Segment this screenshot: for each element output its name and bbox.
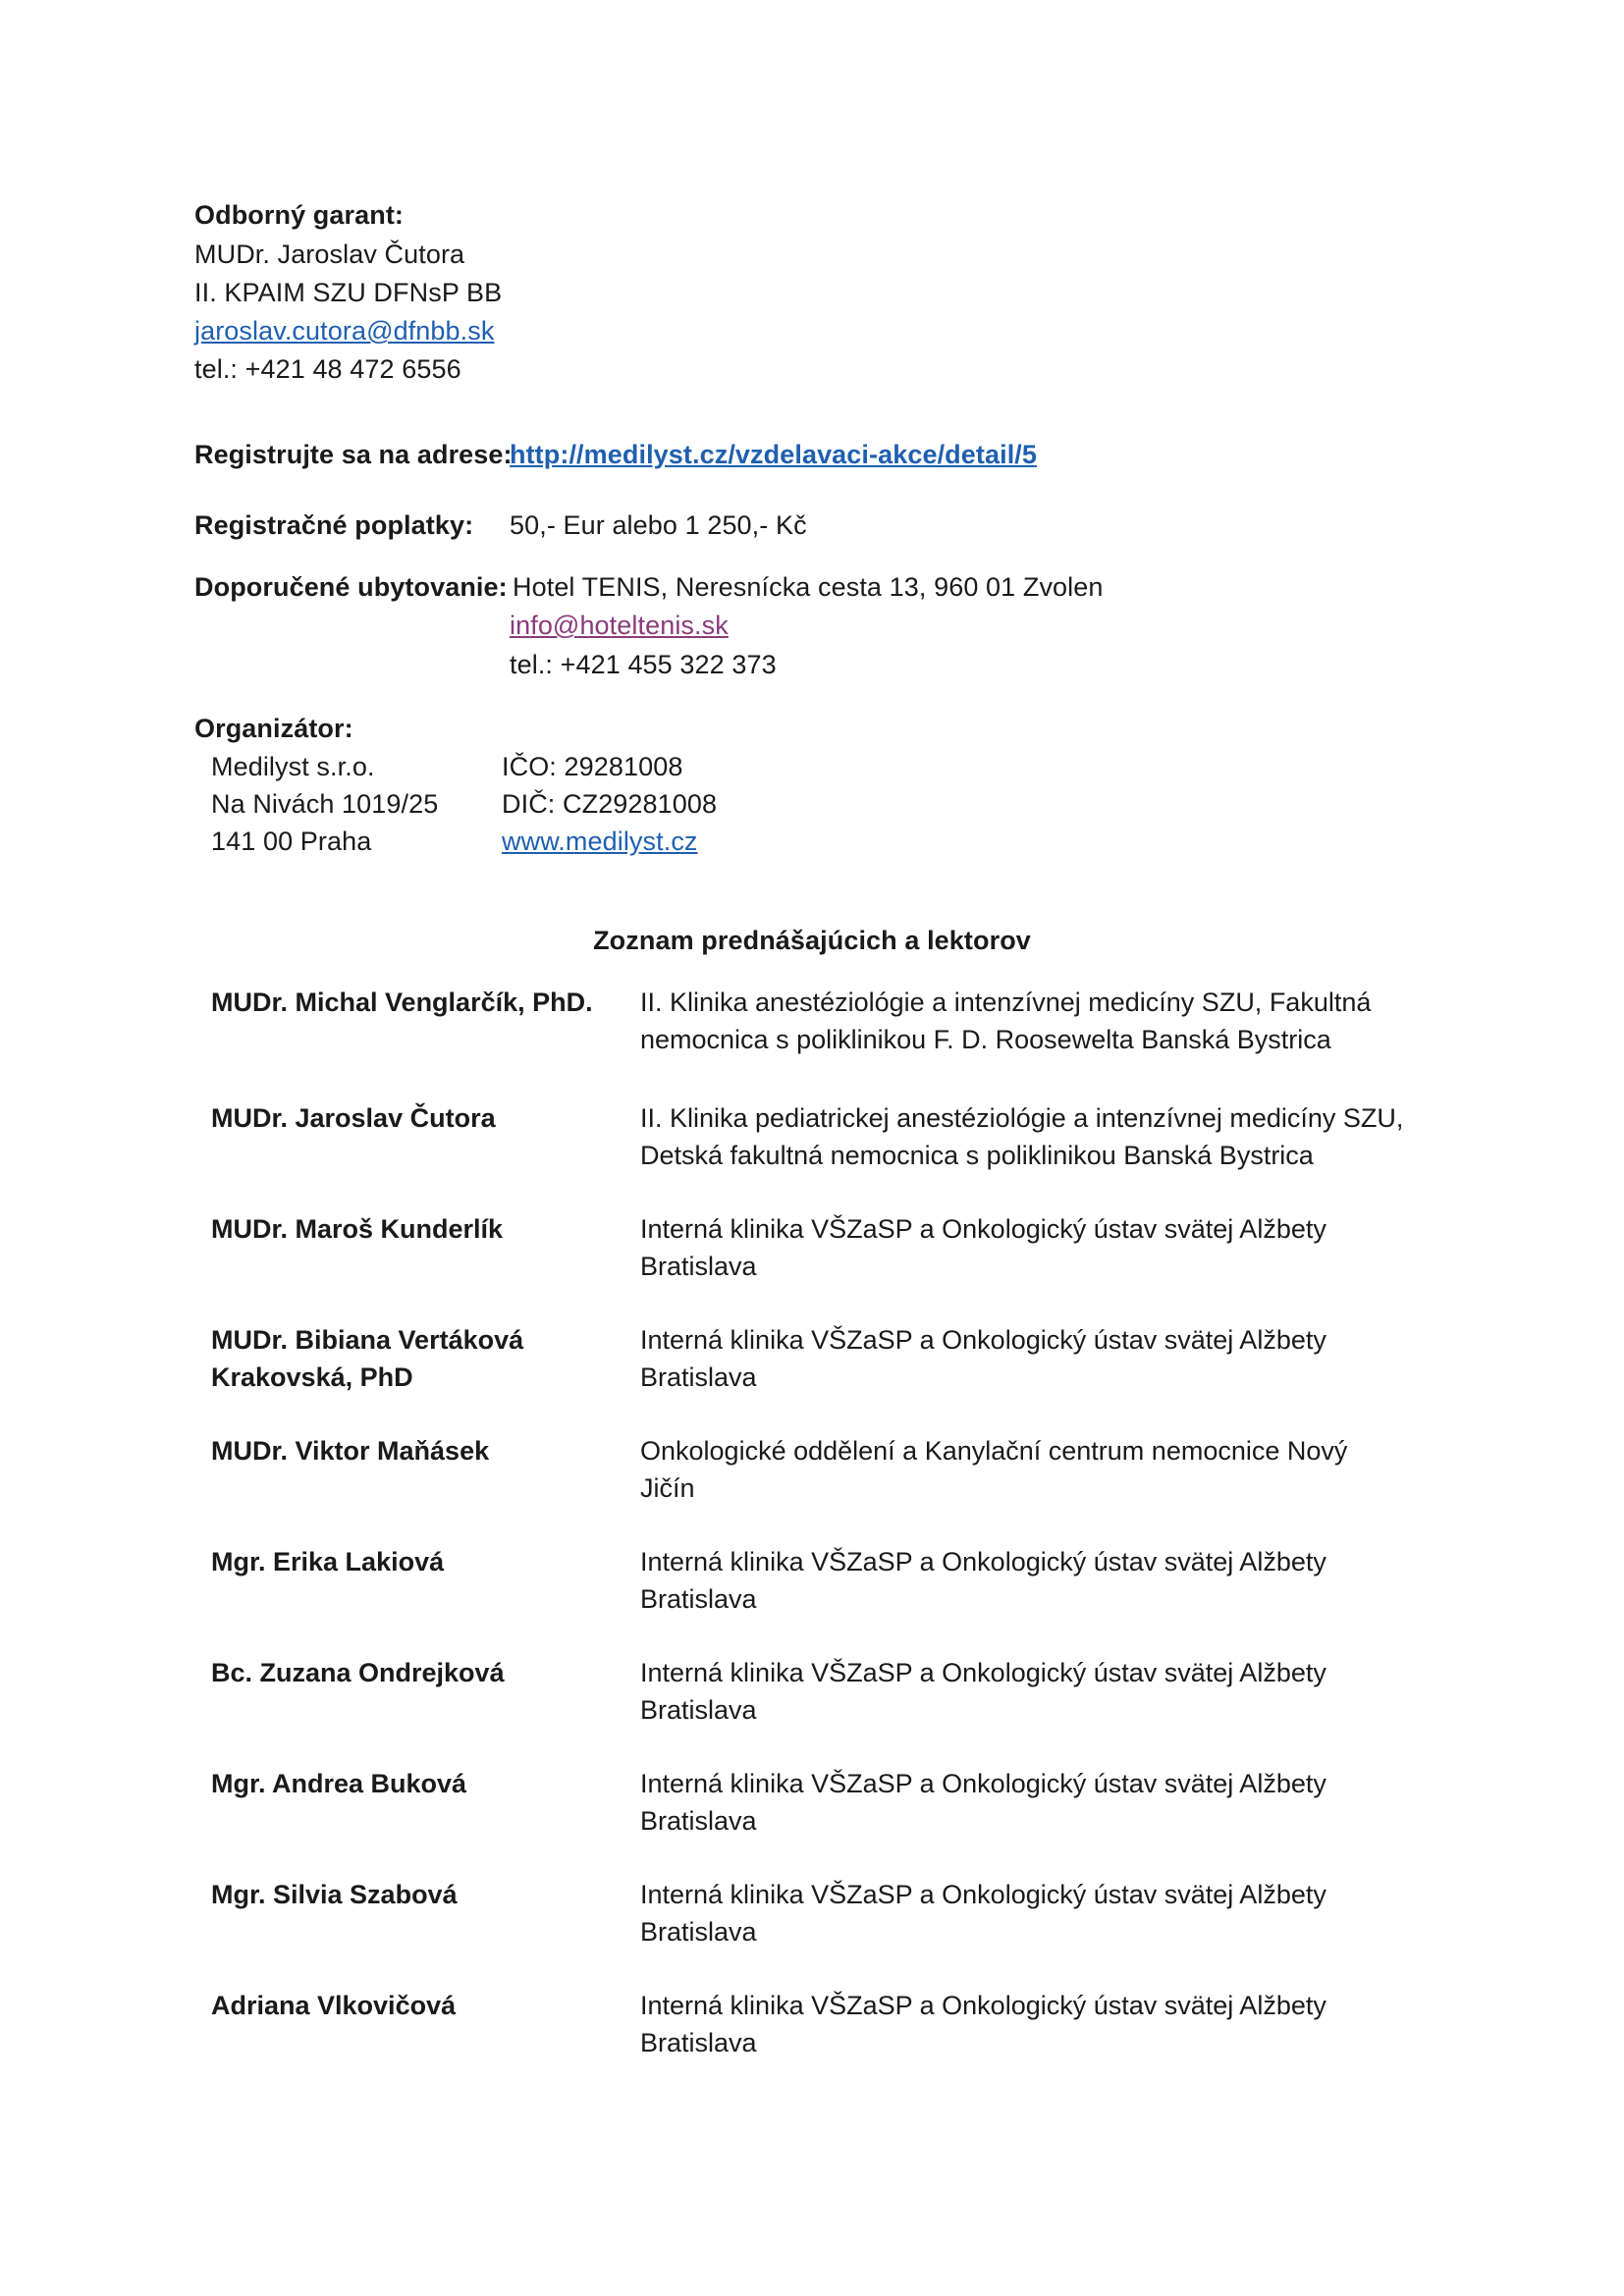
lecturer-affiliation-line: Bratislava [640,1695,757,1725]
accommodation-email-link[interactable]: info@hoteltenis.sk [510,611,729,640]
lecturer-affiliation [640,1321,1475,1396]
organizer-heading: Organizátor: [194,714,353,743]
lecturer-name-line: Mgr. Erika Lakiová [211,1547,445,1576]
lecturer-affiliation-line: Bratislava [640,1917,757,1947]
lecturer-affiliation [640,1876,1475,1950]
lecturer-name [211,1876,623,1913]
lecturer-affiliation [640,1099,1475,1174]
lecturer-affiliation [640,1543,1475,1618]
lecturer-affiliation-line: Bratislava [640,1584,757,1614]
accommodation-hotel: Hotel TENIS, Neresnícka cesta 13, 960 01 Zvolen [513,572,1104,602]
lecturer-name-line: Mgr. Silvia Szabová [211,1880,458,1909]
lecturer-name-line: MUDr. Bibiana Vertáková [211,1325,524,1355]
organizer-ico: IČO: 29281008 [502,752,683,781]
lecturer-affiliation [640,984,1475,1058]
guarantor-name: MUDr. Jaroslav Čutora [194,240,465,269]
lecturer-name-line: MUDr. Michal Venglarčík, PhD. [211,988,593,1017]
accommodation-label: Doporučené ubytovanie: [194,572,508,602]
organizer-dic: DIČ: CZ29281008 [502,789,718,819]
lecturer-name [211,1765,623,1802]
lecturer-name-line: Bc. Zuzana Ondrejková [211,1658,505,1687]
guarantor-phone: tel.: +421 48 472 6556 [194,354,461,384]
lecturer-name-line: Adriana Vlkovičová [211,1991,457,2020]
lecturer-affiliation-line: Interná klinika VŠZaSP a Onkologický ústav svätej Alžbety [640,1214,1326,1244]
lecturer-affiliation-line: Interná klinika VŠZaSP a Onkologický ústav svätej Alžbety [640,1991,1326,2020]
lecturer-affiliation-line: Interná klinika VŠZaSP a Onkologický ústav svätej Alžbety [640,1769,1326,1798]
guarantor-email-link[interactable]: jaroslav.cutora@dfnbb.sk [194,316,495,346]
fees-value: 50,- Eur alebo 1 250,- Kč [510,510,807,540]
organizer-street: Na Nivách 1019/25 [211,789,439,819]
lecturer-name [211,1321,623,1396]
lecturer-name-line: Mgr. Andrea Buková [211,1769,467,1798]
guarantor-dept: II. KPAIM SZU DFNsP BB [194,278,503,307]
lecturer-name [211,1210,623,1248]
accommodation-phone: tel.: +421 455 322 373 [510,650,777,679]
lecturer-name [211,1654,623,1691]
lecturer-affiliation-line: nemocnica s poliklinikou F. D. Roosewelta Banská Bystrica [640,1025,1331,1054]
lecturer-name [211,1432,623,1469]
lecturer-affiliation-line: Jičín [640,1473,695,1503]
lecturer-affiliation-line: Bratislava [640,2028,757,2057]
lecturer-affiliation-line: Bratislava [640,1806,757,1836]
lecturer-name [211,1987,623,2024]
guarantor-heading: Odborný garant: [194,200,405,230]
registration-label: Registrujte sa na adrese: [194,440,513,469]
lecturer-affiliation-line: Onkologické oddělení a Kanylační centrum nemocnice Nový [640,1436,1348,1466]
organizer-city: 141 00 Praha [211,827,372,856]
lecturer-name [211,1543,623,1580]
lecturer-affiliation-line: Interná klinika VŠZaSP a Onkologický ústav svätej Alžbety [640,1658,1326,1687]
lecturer-affiliation [640,1432,1475,1507]
lecturer-affiliation-line: Bratislava [640,1362,757,1392]
lecturer-affiliation-line: Bratislava [640,1252,757,1281]
lecturer-name [211,1099,623,1137]
registration-url-link[interactable]: http://medilyst.cz/vzdelavaci-akce/detail/5 [510,440,1038,469]
lecturer-affiliation-line: Interná klinika VŠZaSP a Onkologický ústav svätej Alžbety [640,1547,1326,1576]
organizer-web-link[interactable]: www.medilyst.cz [502,827,698,856]
lecturer-affiliation [640,1210,1475,1285]
organizer-name: Medilyst s.r.o. [211,752,375,781]
lecturer-affiliation-line: Interná klinika VŠZaSP a Onkologický ústav svätej Alžbety [640,1325,1326,1355]
fees-label: Registračné poplatky: [194,510,474,540]
lecturers-title: Zoznam prednášajúcich a lektorov [593,926,1031,955]
lecturer-name-line: Krakovská, PhD [211,1362,413,1392]
lecturer-affiliation [640,1765,1475,1840]
lecturer-affiliation [640,1654,1475,1729]
lecturer-affiliation-line: II. Klinika pediatrickej anestéziológie a intenzívnej medicíny SZU, [640,1103,1404,1133]
lecturer-affiliation [640,1987,1475,2061]
lecturer-affiliation-line: II. Klinika anestéziológie a intenzívnej medicíny SZU, Fakultná [640,988,1372,1017]
lecturer-name-line: MUDr. Maroš Kunderlík [211,1214,504,1244]
lecturer-affiliation-line: Detská fakultná nemocnica s poliklinikou Banská Bystrica [640,1141,1314,1170]
lecturer-name-line: MUDr. Jaroslav Čutora [211,1103,496,1133]
lecturer-affiliation-line: Interná klinika VŠZaSP a Onkologický ústav svätej Alžbety [640,1880,1326,1909]
lecturer-name-line: MUDr. Viktor Maňásek [211,1436,490,1466]
lecturer-name [211,984,623,1021]
